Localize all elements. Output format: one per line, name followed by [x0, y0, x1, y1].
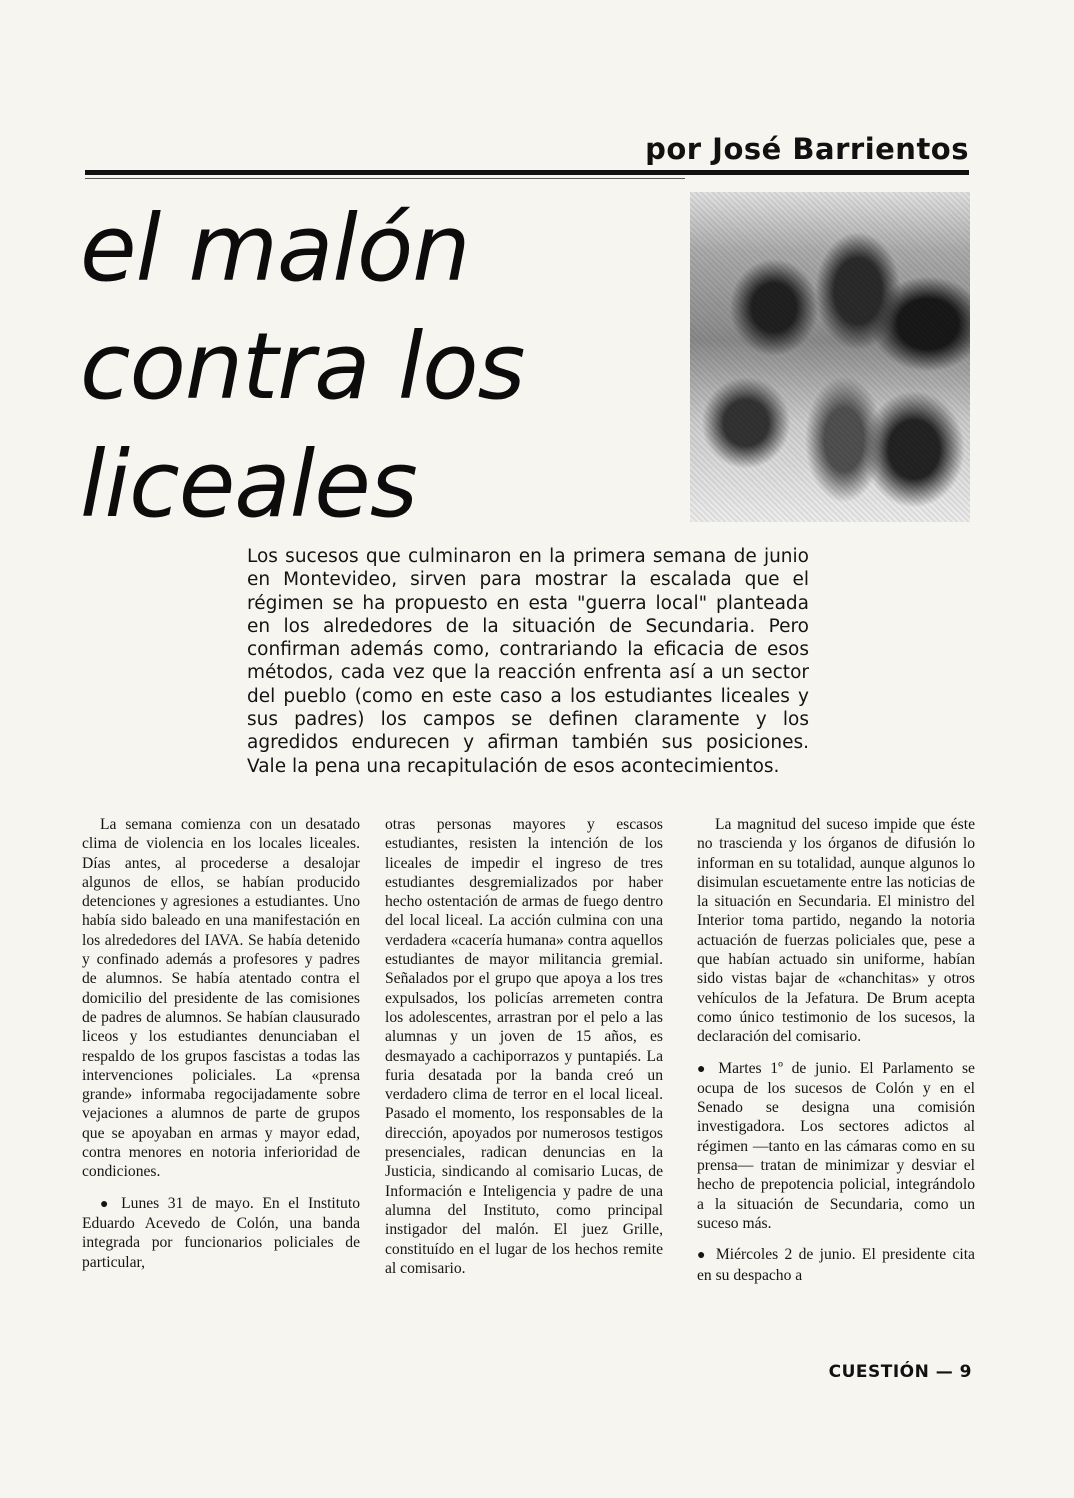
headline-line-1: el malón — [80, 195, 470, 302]
paragraph: otras personas mayores y escasos estudiantes, resisten la intención de los liceales de impedir el ingreso de tres estudiantes desgremializados por haber hecho ostentación de armas de fuego dentro del local liceal. La acción culmina con una verdadera «cacería humana» contra aquellos estudiantes de mayor militancia gremial. Señalados por el grupo que apoya a los tres expulsados, los policías arremeten contra los adolescentes, arrastran por el pelo a las alumnas y un joven de 15 años, es desmayado a cachiporrazos y puntapiés. La furia desatada por la banda creó un verdadero clima de terror en el local liceal. Pasado el momento, los responsables de la dirección, apoyados por numerosos testigos presenciales, radican denuncias en la Justicia, sindicando al comisario Lucas, de Información e Inteligencia y padre de una alumna del Instituto, como principal instigador del malón. El juez Grille, constituído en el lugar de los hechos remite al comisario. — [385, 816, 663, 1277]
paragraph-text: Lunes 31 de mayo. En el Instituto Eduardo Acevedo de Colón, una banda integrada por funcionarios policiales de particular, — [82, 1194, 360, 1271]
headline — [80, 190, 680, 544]
bullet-icon: ● — [697, 1248, 708, 1264]
bullet-icon: ● — [100, 1196, 114, 1212]
article-column-1 — [82, 815, 360, 1284]
article-column-3 — [697, 815, 975, 1297]
paragraph-text: Martes 1º de junio. El Parlamento se ocupa de los sucesos de Colón y en el Senado se designa una comisión investigadora. Los sectores adictos al régimen —tanto en las cámaras como en su prensa— tratan de minimizar y desviar el hecho de prepotencia policial, integrándolo a la situación de Secundaria, como un suceso más. — [697, 1059, 975, 1232]
article-column-2 — [385, 815, 663, 1290]
headline-line-3: liceales — [80, 431, 417, 538]
byline: por José Barrientos — [645, 132, 969, 166]
header-rule-thin — [85, 178, 685, 179]
paragraph-text: Miércoles 2 de junio. El presidente cita en su despacho a — [697, 1246, 975, 1284]
header-rule — [85, 170, 969, 175]
dated-paragraph — [82, 1194, 360, 1272]
bullet-icon: ● — [697, 1061, 711, 1077]
page-footer: CUESTIÓN — 9 — [828, 1362, 972, 1382]
intro-paragraph: Los sucesos que culminaron en la primera semana de junio en Montevideo, sirven para mostrar la escalada que el régimen se ha propuesto en esta "guerra local" planteada en los alrededores de la situación de Secundaria. Pero confirman además como, contrariando la eficacia de esos métodos, cada vez que la reacción enfrenta así a un sector del pueblo (como en este caso a los estudiantes liceales y sus padres) los campos se definen claramente y los agredidos endurecen y afirman también sus posiciones. Vale la pena una recapitulación de esos acontecimientos. — [247, 546, 809, 777]
paragraph: La semana comienza con un desatado clima de violencia en los locales liceales. Días antes, al procederse a desalojar algunos de ellos, se habían producido detenciones y agresiones a estudiantes. Uno había sido baleado en una manifestación en los alrededores del IAVA. Se había detenido y confinado además a profesores y padres de alumnos. Se había atentado contra el domicilio del presidente de las comisiones de padres de alumnos. Se habían clausurado liceos y los estudiantes denunciaban el respaldo de los grupos fascistas a todas las intervenciones policiales. La «prensa grande» informaba regocijadamente sobre vejaciones a alumnos de parte de grupos que se apoyaban en armas y mayor edad, contra menores en notoria inferioridad de condiciones. — [82, 816, 360, 1181]
news-photo — [690, 192, 970, 522]
paragraph: La magnitud del suceso impide que éste no trascienda y los órganos de difusión lo informan en su totalidad, aunque algunos lo disimulan escuetamente entre las noticias de la situación en Secundaria. El ministro del Interior toma partido, negando la notoria actuación de fuerzas policiales que, pese a que habían actuado sin uniforme, habían sido vistas bajar de «chanchitas» y otros vehículos de la Jefatura. De Brum acepta como único testimonio de los sucesos, la declaración del comisario. — [697, 816, 975, 1046]
dated-paragraph — [697, 1245, 975, 1285]
dated-paragraph — [697, 1059, 975, 1234]
photo-halftone — [690, 192, 970, 522]
headline-line-2: contra los — [80, 313, 525, 420]
